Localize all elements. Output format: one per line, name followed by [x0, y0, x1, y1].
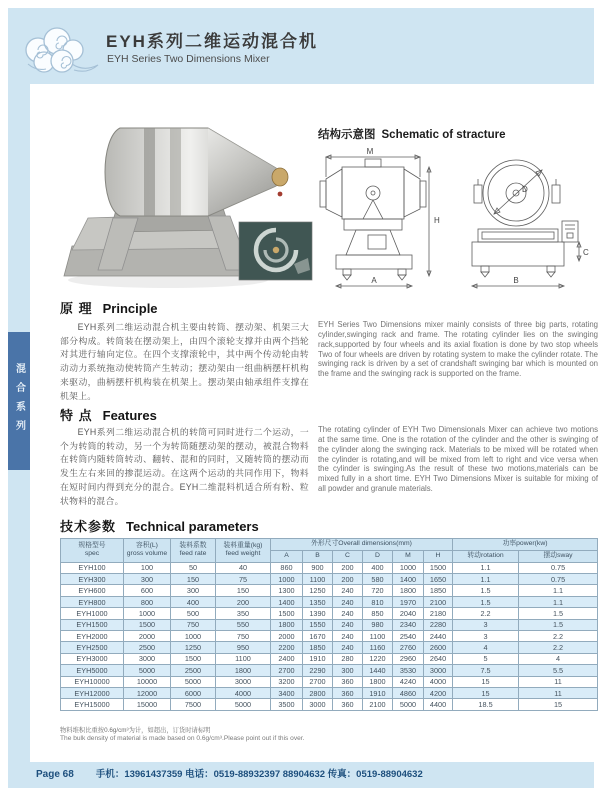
table-cell: 4000 — [216, 687, 271, 698]
column-header: A — [271, 550, 303, 562]
table-cell: 1800 — [271, 619, 303, 630]
table-cell: 5.5 — [519, 665, 598, 676]
table-cell: EYH12000 — [61, 687, 124, 698]
features-heading-zh: 特 点 — [60, 408, 93, 423]
table-cell: EYH10000 — [61, 676, 124, 687]
table-cell: 240 — [333, 619, 363, 630]
table-cell: 300 — [124, 574, 171, 585]
table-cell: 1000 — [171, 631, 216, 642]
column-header-volume: 容积(L) gross volume — [124, 539, 171, 563]
table-cell: EYH2500 — [61, 642, 124, 653]
table-cell: EYH600 — [61, 585, 124, 596]
table-cell: EYH1000 — [61, 608, 124, 619]
table-cell: 18.5 — [453, 699, 519, 710]
page-number: Page 68 — [36, 769, 74, 780]
table-cell: 600 — [124, 585, 171, 596]
table-cell: EYH800 — [61, 596, 124, 607]
table-cell: 500 — [171, 608, 216, 619]
table-cell: 3 — [453, 631, 519, 642]
table-cell: 3400 — [271, 687, 303, 698]
schematic-heading-zh: 结构示意图 — [318, 129, 376, 141]
table-cell: 3000 — [303, 699, 333, 710]
principle-heading — [60, 298, 158, 317]
table-cell: 1100 — [363, 631, 393, 642]
table-cell: 1220 — [363, 653, 393, 664]
table-cell: 2600 — [424, 642, 453, 653]
table-cell: 3000 — [124, 653, 171, 664]
table-cell: 40 — [216, 562, 271, 573]
table-cell: 2500 — [124, 642, 171, 653]
table-cell: 1500 — [271, 608, 303, 619]
table-cell: 800 — [124, 596, 171, 607]
table-cell: 2.2 — [519, 631, 598, 642]
table-cell: 4 — [453, 642, 519, 653]
sidebar-tab-mixing-series — [8, 332, 30, 470]
table-cell: 400 — [171, 596, 216, 607]
table-cell: 360 — [333, 676, 363, 687]
dim-label-d: D — [522, 185, 528, 194]
table-header-row — [61, 539, 598, 551]
table-cell: 1.1 — [453, 574, 519, 585]
table-cell: 1970 — [393, 596, 424, 607]
table-cell: 3500 — [271, 699, 303, 710]
table-cell: 1250 — [171, 642, 216, 653]
schematic-drawing — [316, 143, 598, 295]
table-cell: 1100 — [216, 653, 271, 664]
table-cell: 4 — [519, 653, 598, 664]
table-cell: 2540 — [393, 631, 424, 642]
sidebar-tab-label: 混合系列 — [13, 363, 25, 439]
table-cell: 750 — [216, 631, 271, 642]
table-cell: 15 — [519, 699, 598, 710]
table-cell: 2960 — [393, 653, 424, 664]
column-header: H — [424, 550, 453, 562]
table-cell: 1250 — [303, 585, 333, 596]
table-cell: 100 — [124, 562, 171, 573]
table-cell: 2280 — [424, 619, 453, 630]
table-cell: 240 — [333, 596, 363, 607]
table-cell: 4860 — [393, 687, 424, 698]
table-cell: 950 — [216, 642, 271, 653]
table-row — [61, 642, 598, 653]
table-cell: 5000 — [171, 676, 216, 687]
table-cell: 200 — [216, 596, 271, 607]
column-group-power: 功率power(kw) — [453, 539, 598, 551]
table-cell: 1000 — [124, 608, 171, 619]
column-header-spec: 规格型号 spec — [61, 539, 124, 563]
cloud-ornament-icon — [14, 20, 104, 82]
table-cell: 2800 — [303, 687, 333, 698]
table-cell: 720 — [363, 585, 393, 596]
tech-table-body — [61, 562, 598, 710]
table-cell: 2180 — [424, 608, 453, 619]
table-cell: 75 — [216, 574, 271, 585]
table-cell: 2400 — [271, 653, 303, 664]
dim-label-b: B — [513, 276, 519, 285]
table-cell: EYH100 — [61, 562, 124, 573]
table-cell: 1350 — [303, 596, 333, 607]
table-cell: 5000 — [216, 699, 271, 710]
principle-text-zh: EYH系列二维运动混合机主要由转筒、摆动架、机架三大部分构成。转筒装在摆动架上，由四个滚轮支撑并由两个挡轮对其进行轴向定位。在四个支撑滚轮中，其中两个传动轮由转动动力系统拖动使转筒产生转动；摆动架由一组曲柄摆杆机构来驱动，曲柄摆杆机构装在机架上。摆动架由轴承组件支撑在机架上。 — [60, 321, 309, 401]
table-cell: EYH300 — [61, 574, 124, 585]
table-cell: 980 — [363, 619, 393, 630]
column-header: D — [363, 550, 393, 562]
tech-table — [60, 538, 598, 711]
features-heading — [60, 405, 157, 424]
column-header: M — [393, 550, 424, 562]
table-cell: 1910 — [363, 687, 393, 698]
column-header: C — [333, 550, 363, 562]
table-cell: 1.5 — [519, 608, 598, 619]
table-cell: 3000 — [424, 665, 453, 676]
table-cell: 2000 — [124, 631, 171, 642]
table-cell: 1800 — [216, 665, 271, 676]
table-cell: 11 — [519, 676, 598, 687]
table-cell: EYH5000 — [61, 665, 124, 676]
table-cell: 2640 — [424, 653, 453, 664]
table-cell: 1400 — [393, 574, 424, 585]
table-row — [61, 631, 598, 642]
table-row — [61, 676, 598, 687]
page-footer — [36, 766, 423, 780]
table-cell: 2290 — [303, 665, 333, 676]
features-text-en: The rotating cylinder of EYH Two Dimensionals Mixer can achieve two motions at the same time. One is the rotation of the cylinder and the other is swinging of the cylinder along the swinging rack. Materials to be mixed will be rotated when the cylinder is rotating,and will be mixed from left to right and vice versa when the cylinder is swinging.As the result of these two motions,materials can be mixed fully in a short time. EYH Two Dimensions Mixer is suitable for mixing of all powder and granule materials. — [318, 424, 598, 494]
table-cell: 350 — [216, 608, 271, 619]
table-cell: 1100 — [303, 574, 333, 585]
table-cell: 1650 — [424, 574, 453, 585]
column-group-dimensions: 外形尺寸Overall dimensions(mm) — [271, 539, 453, 551]
contact-info: 手机：13961437359 电话：0519-88932397 88904632 传真：0519-88904632 — [95, 769, 423, 780]
table-cell: 5000 — [393, 699, 424, 710]
table-cell: 3 — [453, 619, 519, 630]
table-cell: 1670 — [303, 631, 333, 642]
tech-params-heading-zh: 技术参数 — [60, 519, 117, 534]
table-cell: 1.5 — [453, 596, 519, 607]
table-cell: 2.2 — [453, 608, 519, 619]
table-cell: 2340 — [393, 619, 424, 630]
table-cell: 4000 — [424, 676, 453, 687]
table-cell: 150 — [171, 574, 216, 585]
table-cell: 2500 — [171, 665, 216, 676]
table-cell: 12000 — [124, 687, 171, 698]
table-cell: 15 — [453, 687, 519, 698]
tech-params-heading — [60, 516, 259, 535]
table-cell: 7500 — [171, 699, 216, 710]
table-cell: 860 — [271, 562, 303, 573]
table-cell: 240 — [333, 585, 363, 596]
table-row — [61, 687, 598, 698]
table-cell: 2100 — [424, 596, 453, 607]
principle-heading-en: Principle — [102, 301, 158, 316]
table-cell: 1500 — [424, 562, 453, 573]
page-subtitle: EYH Series Two Dimensions Mixer — [107, 53, 270, 65]
table-cell: 2000 — [271, 631, 303, 642]
table-cell: 1850 — [303, 642, 333, 653]
principle-heading-zh: 原 理 — [60, 301, 93, 316]
table-cell: 1400 — [271, 596, 303, 607]
table-cell: 200 — [333, 562, 363, 573]
table-note-en: The bulk density of material is made based on 0.6g/cm³.Please point out if this over. — [60, 735, 305, 742]
mixer-interior-photo — [239, 222, 312, 280]
table-cell: 2040 — [393, 608, 424, 619]
table-cell: 1500 — [171, 653, 216, 664]
table-cell: 900 — [303, 562, 333, 573]
table-cell: 5000 — [124, 665, 171, 676]
table-cell: EYH3000 — [61, 653, 124, 664]
table-cell: 1390 — [303, 608, 333, 619]
table-row — [61, 665, 598, 676]
table-cell: 0.75 — [519, 562, 598, 573]
product-photo — [58, 98, 313, 294]
table-cell: 1910 — [303, 653, 333, 664]
table-cell: 1160 — [363, 642, 393, 653]
table-cell: 240 — [333, 642, 363, 653]
table-cell: 550 — [216, 619, 271, 630]
table-cell: 1440 — [363, 665, 393, 676]
table-cell: 1.5 — [453, 585, 519, 596]
table-cell: 6000 — [171, 687, 216, 698]
dim-label-c: C — [583, 248, 589, 257]
table-cell: 2.2 — [519, 642, 598, 653]
table-cell: 1550 — [303, 619, 333, 630]
column-header: B — [303, 550, 333, 562]
principle-text-en: EYH Series Two Dimensions mixer mainly consists of three big parts, rotating cylinder,swinging rack and frame. The rotating cylinder lies on the swinging rack,supported by four wheels and its axial fixation is done by two stop wheels Two of four wheels are driven by rotating system to make the cylinder rotate. The swinging rack is driven by a set of crandshaft swinging bar which is mounted on the frame and the swinging rack is supported on the frame. — [318, 319, 598, 379]
table-cell: 10000 — [124, 676, 171, 687]
table-cell: 360 — [333, 699, 363, 710]
table-cell: 200 — [333, 574, 363, 585]
table-cell: 4200 — [424, 687, 453, 698]
table-row — [61, 699, 598, 710]
dim-label-h: H — [434, 216, 440, 225]
table-row — [61, 585, 598, 596]
table-row — [61, 574, 598, 585]
table-cell: 3530 — [393, 665, 424, 676]
table-cell: 1800 — [393, 585, 424, 596]
table-row — [61, 619, 598, 630]
table-cell: 850 — [363, 608, 393, 619]
table-cell: 580 — [363, 574, 393, 585]
page-title: EYH系列二维运动混合机 — [106, 32, 318, 51]
table-cell: 1000 — [271, 574, 303, 585]
table-cell: 15000 — [124, 699, 171, 710]
table-cell: 1.1 — [519, 585, 598, 596]
table-cell: 4240 — [393, 676, 424, 687]
table-cell: EYH15000 — [61, 699, 124, 710]
table-cell: 400 — [363, 562, 393, 573]
schematic-heading — [318, 126, 506, 142]
table-cell: 7.5 — [453, 665, 519, 676]
table-cell: 2440 — [424, 631, 453, 642]
table-cell: 280 — [333, 653, 363, 664]
column-header-feed-rate: 装料系数 feed rate — [171, 539, 216, 563]
table-cell: 1850 — [424, 585, 453, 596]
table-row — [61, 653, 598, 664]
table-cell: 1.1 — [453, 562, 519, 573]
table-cell: 2200 — [271, 642, 303, 653]
table-row — [61, 596, 598, 607]
features-text-zh: EYH系列二维运动混合机的转筒可同时进行二个运动，一个为转筒的转动，另一个为转筒随摆动架的摆动，被混合物料在转筒内随转筒转动、翻转、混和的同时，又随转筒的摆动而发生左右来回的掺混运动。在这两个运动的共同作用下，物料在短时间内得到充分的混合。EYH二维混料机适合所有粉、粒状物料的混合。 — [60, 426, 309, 506]
table-cell: 1.1 — [519, 596, 598, 607]
table-cell: 240 — [333, 631, 363, 642]
table-note-zh: 物料堆积比重按0.6g/cm³为计，如超出，订货时请标明 — [60, 727, 211, 734]
column-header-feed-weight: 装料重量(kg) feed weight — [216, 539, 271, 563]
table-cell: 50 — [171, 562, 216, 573]
table-cell: 11 — [519, 687, 598, 698]
table-cell: 1300 — [271, 585, 303, 596]
table-cell: 3000 — [216, 676, 271, 687]
schematic-heading-en: Schematic of stracture — [381, 129, 506, 141]
dim-label-m: M — [366, 147, 374, 156]
table-row — [61, 608, 598, 619]
table-cell: 2760 — [393, 642, 424, 653]
table-cell: 240 — [333, 608, 363, 619]
table-cell: 150 — [216, 585, 271, 596]
dim-label-a: A — [371, 276, 377, 285]
tech-params-heading-en: Technical parameters — [126, 519, 259, 534]
table-row — [61, 562, 598, 573]
table-cell: 2100 — [363, 699, 393, 710]
table-cell: 1000 — [393, 562, 424, 573]
features-heading-en: Features — [102, 408, 157, 423]
column-header: 转动rotation — [453, 550, 519, 562]
table-cell: 750 — [171, 619, 216, 630]
table-cell: 300 — [171, 585, 216, 596]
table-cell: 810 — [363, 596, 393, 607]
table-cell: 1800 — [363, 676, 393, 687]
table-cell: 3200 — [271, 676, 303, 687]
table-cell: 5 — [453, 653, 519, 664]
table-cell: 2700 — [271, 665, 303, 676]
table-cell: EYH2000 — [61, 631, 124, 642]
table-cell: 360 — [333, 687, 363, 698]
table-cell: 4400 — [424, 699, 453, 710]
column-header: 摆动sway — [519, 550, 598, 562]
table-cell: 1500 — [124, 619, 171, 630]
table-cell: EYH1500 — [61, 619, 124, 630]
table-cell: 2700 — [303, 676, 333, 687]
table-cell: 300 — [333, 665, 363, 676]
table-cell: 1.5 — [519, 619, 598, 630]
table-cell: 15 — [453, 676, 519, 687]
table-cell: 0.75 — [519, 574, 598, 585]
